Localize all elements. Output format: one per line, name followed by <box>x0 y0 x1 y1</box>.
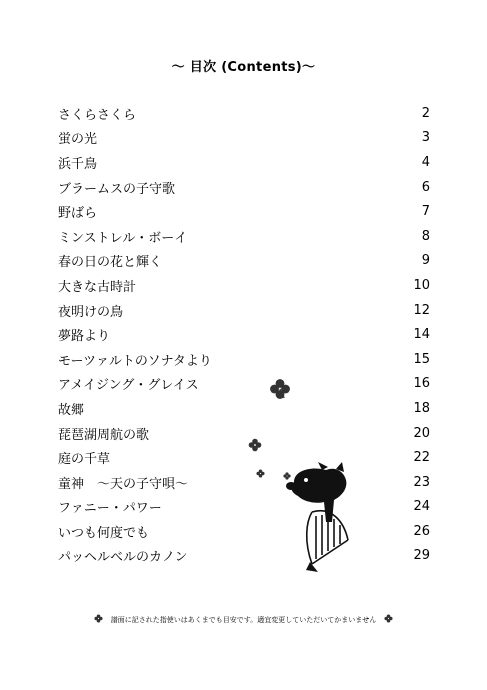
toc-item-page: 3 <box>421 130 430 146</box>
toc-item-page: 15 <box>413 351 430 367</box>
toc-item-page: 12 <box>413 302 430 318</box>
toc-item <box>58 544 430 569</box>
clover-icon <box>269 378 291 400</box>
toc-item-title: 夜明けの鳥 <box>58 304 124 320</box>
toc-item-title: ファニー・パワー <box>58 501 162 517</box>
pig-harp-illustration <box>282 462 362 576</box>
clover-icon <box>248 438 262 452</box>
toc-item <box>58 150 430 175</box>
toc-item <box>58 101 430 126</box>
toc-item-title: さくらさくら <box>58 107 137 123</box>
toc-item-title: 故郷 <box>58 402 85 418</box>
toc-item <box>58 322 430 347</box>
toc-item <box>58 126 430 151</box>
toc-item-title: 春の日の花と輝く <box>58 255 163 271</box>
clover-icon <box>94 614 103 625</box>
page-title: ～ 目次 (Contents)～ <box>171 60 316 75</box>
toc-item-title: いつも何度でも <box>58 525 150 541</box>
toc-item-page: 24 <box>413 499 430 515</box>
footer-note-text: 譜面に記された指使いはあくまでも目安です。適宜変更していただいてかまいません <box>110 615 377 624</box>
toc-item-page: 20 <box>413 425 430 441</box>
footer-note <box>0 614 487 625</box>
clover-icon <box>384 614 393 625</box>
toc-item <box>58 519 430 544</box>
toc-item-page: 23 <box>413 474 430 490</box>
toc-item-page: 16 <box>413 376 430 392</box>
toc-item-page: 10 <box>413 277 430 293</box>
toc-item-page: 7 <box>421 204 430 220</box>
toc-item <box>58 224 430 249</box>
toc-item-title: 庭の千草 <box>58 452 111 468</box>
toc-item-page: 29 <box>413 548 430 564</box>
toc-item <box>58 396 430 421</box>
toc-item <box>58 372 430 397</box>
toc-item <box>58 495 430 520</box>
toc-list <box>58 101 430 568</box>
clover-icon <box>256 469 265 478</box>
toc-item-page: 4 <box>421 154 430 170</box>
toc-item <box>58 421 430 446</box>
toc-item-title: 夢路より <box>58 329 111 345</box>
toc-item-page: 8 <box>421 228 430 244</box>
toc-item-title: ミンストレル・ボーイ <box>58 230 188 246</box>
toc-item-page: 22 <box>413 450 430 466</box>
toc-item <box>58 470 430 495</box>
toc-item <box>58 273 430 298</box>
toc-item <box>58 298 430 323</box>
toc-item-title: パッヘルベルのカノン <box>58 550 188 566</box>
toc-item-title: 浜千鳥 <box>58 156 98 172</box>
toc-item <box>58 199 430 224</box>
toc-item-title: 琵琶湖周航の歌 <box>58 427 150 443</box>
toc-item-page: 14 <box>413 327 430 343</box>
toc-item <box>58 347 430 372</box>
toc-item <box>58 445 430 470</box>
toc-item-page: 9 <box>421 253 430 269</box>
toc-item-title: アメイジング・グレイス <box>58 378 199 394</box>
toc-item-title: モーツァルトのソナタより <box>58 353 212 369</box>
toc-item-title: 野ばら <box>58 206 98 222</box>
toc-item <box>58 249 430 274</box>
toc-item-page: 2 <box>421 105 430 121</box>
toc-item-title: 蛍の光 <box>58 132 98 148</box>
toc-item-title: ブラームスの子守歌 <box>58 181 176 197</box>
toc-item-title: 大きな古時計 <box>58 279 137 295</box>
toc-item-title: 童神 ～天の子守唄～ <box>58 476 189 492</box>
toc-item-page: 26 <box>413 523 430 539</box>
toc-item-page: 18 <box>413 400 430 416</box>
toc-item-page: 6 <box>421 179 430 195</box>
toc-item <box>58 175 430 200</box>
